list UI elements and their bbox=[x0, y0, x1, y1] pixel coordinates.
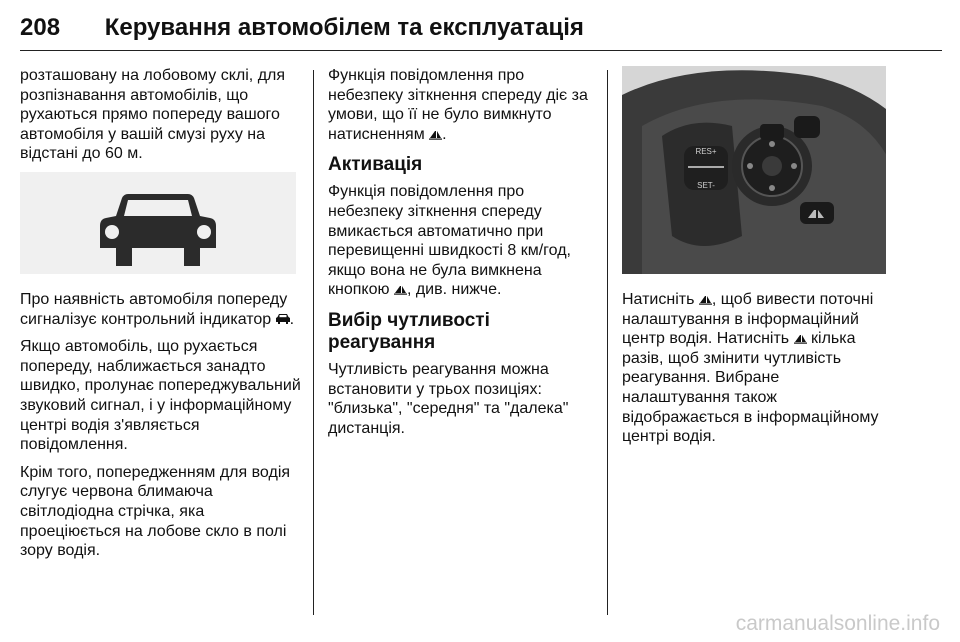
watermark: carmanualsonline.info bbox=[735, 612, 940, 635]
paragraph: Про наявність автомобіля попереду сигналізує контрольний індикатор . bbox=[20, 290, 295, 328]
res-label: RES+ bbox=[695, 147, 717, 156]
paragraph-text: Функція повідомлення про небезпеку зіткнення спереду вмикається автоматично при перевищенні швидкості 8 км/год, якщо вона не була вимкнена кнопкою bbox=[328, 183, 571, 299]
page-title: Керування автомобілем та експлуатація bbox=[104, 14, 584, 41]
vehicle-ahead-icon bbox=[276, 313, 290, 325]
column-3 bbox=[622, 66, 886, 455]
paragraph: розташовану на лобовому склі, для розпізнавання автомобілів, що рухаються прямо попереду вашого автомобіля у вашій смузі руху на відстані до 60 м. bbox=[20, 67, 286, 163]
column-1 bbox=[20, 66, 306, 569]
paragraph-text: , див. нижче. bbox=[406, 281, 502, 299]
gap-button-icon bbox=[794, 333, 807, 344]
paragraph-text: кілька разів, щоб змінити чутливість реагування. Вибране налаштування також відображається в інформаційному центрі водія. bbox=[622, 330, 879, 446]
column-2 bbox=[328, 66, 598, 446]
paragraph: Чутливість реагування можна встановити у трьох позиціях: "близька", "середня" та "далека" дистанція. bbox=[328, 360, 569, 437]
steering-wheel-controls-image bbox=[622, 66, 886, 274]
column-divider bbox=[607, 70, 608, 615]
set-label: SET- bbox=[697, 181, 715, 190]
paragraph bbox=[328, 182, 598, 300]
section-heading-activation: Активація bbox=[328, 154, 423, 176]
paragraph: Якщо автомобіль, що рухається попереду, наближається занадто швидко, пролунає попереджувальний звуковий сигнал, і у інформаційному центрі водія з'являється повідомлення. bbox=[20, 338, 301, 454]
vehicle-ahead-icon bbox=[20, 172, 296, 274]
page-number: 208 bbox=[20, 14, 61, 41]
paragraph-text: , щоб вивести поточні налаштування в інформаційний центр водія. Натисніть bbox=[622, 291, 874, 348]
column-divider bbox=[313, 70, 314, 615]
paragraph: Функція повідомлення про небезпеку зіткнення спереду діє за умови, що її не було вимкнуто натисненням . bbox=[328, 67, 588, 143]
paragraph bbox=[622, 290, 886, 447]
gap-button-icon bbox=[699, 294, 712, 305]
header-rule bbox=[20, 50, 942, 51]
car-indicator-figure bbox=[20, 172, 296, 274]
gap-button-icon bbox=[394, 284, 407, 295]
section-heading-sensitivity: Вибір чутливості реагування bbox=[328, 309, 490, 353]
gap-button-icon bbox=[429, 129, 442, 140]
paragraph-text: Натисніть bbox=[622, 291, 695, 308]
steering-wheel-figure bbox=[622, 66, 886, 274]
page-header bbox=[20, 14, 584, 42]
paragraph: Крім того, попередженням для водія слугує червона блимаюча світлодіодна стрічка, яка проеціюється на лобове скло в полі зору водія. bbox=[20, 463, 291, 560]
paragraph-text: Про наявність автомобіля попереду сигналізує контрольний індикатор bbox=[20, 290, 288, 328]
paragraph-text: Функція повідомлення про небезпеку зіткнення спереду діє за умови, що її не було вимкнуто натисненням bbox=[328, 67, 588, 143]
